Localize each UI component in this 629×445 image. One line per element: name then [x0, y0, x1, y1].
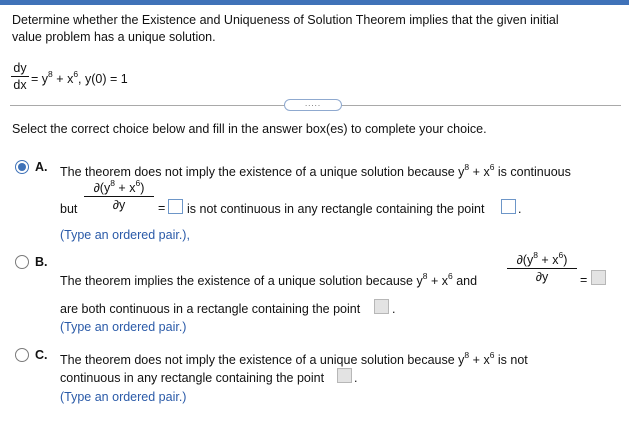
- option-b-text-line2: are both continuous in a rectangle containing the point: [60, 302, 361, 316]
- option-a-answer-box-1[interactable]: [168, 199, 183, 214]
- option-c-period: .: [354, 371, 358, 385]
- option-b-hint: (Type an ordered pair.): [60, 320, 187, 334]
- option-c-text-line2: continuous in any rectangle containing the point: [60, 371, 325, 385]
- option-a-answer-box-2[interactable]: [501, 199, 516, 214]
- option-a-hint: (Type an ordered pair.),: [60, 228, 190, 242]
- option-a-text-line1: The theorem does not imply the existence of a unique solution because $y^8 + x^6$ is continuous: [60, 162, 571, 179]
- question-line-1: Determine whether the Existence and Uniqueness of Solution Theorem implies that the given initial: [12, 13, 559, 27]
- instruction-text: Select the correct choice below and fill in the answer box(es) to complete your choice.: [12, 122, 487, 136]
- option-a-text-line2: is not continuous in any rectangle containing the point: [187, 202, 485, 216]
- question-line-2: value problem has a unique solution.: [12, 30, 216, 44]
- option-c-radio[interactable]: [15, 348, 29, 362]
- dy-dx-fraction: dy dx: [11, 61, 29, 92]
- option-a-radio[interactable]: [15, 160, 29, 174]
- option-a-label: A.: [35, 160, 48, 174]
- option-a-but: but: [60, 202, 78, 216]
- option-a-partial-derivative: $\partial(y^8 + x^6)$ ∂y: [84, 181, 154, 212]
- option-b-partial-derivative: $\partial(y^8 + x^6)$ ∂y: [507, 253, 577, 284]
- option-b-eq: =: [580, 273, 588, 287]
- option-b-radio[interactable]: [15, 255, 29, 269]
- option-b-period: .: [392, 302, 396, 316]
- option-c-text-line1: The theorem does not imply the existence of a unique solution because $y^8 + x^6$ is not: [60, 350, 528, 367]
- option-c-label: C.: [35, 348, 48, 362]
- option-b-answer-box-1[interactable]: [591, 270, 606, 285]
- top-accent-bar: [0, 0, 629, 5]
- option-b-label: B.: [35, 255, 48, 269]
- option-c-hint: (Type an ordered pair.): [60, 390, 187, 404]
- option-b-text-line1: The theorem implies the existence of a unique solution because $y^8 + x^6$ and: [60, 271, 478, 288]
- ivp-rhs: = $y^8 + x^6$, y(0) = 1: [31, 69, 128, 86]
- expand-button[interactable]: .....: [284, 99, 342, 111]
- option-b-answer-box-2[interactable]: [374, 299, 389, 314]
- option-a-period: .: [518, 202, 522, 216]
- option-c-answer-box[interactable]: [337, 368, 352, 383]
- option-a-eq: =: [158, 201, 166, 215]
